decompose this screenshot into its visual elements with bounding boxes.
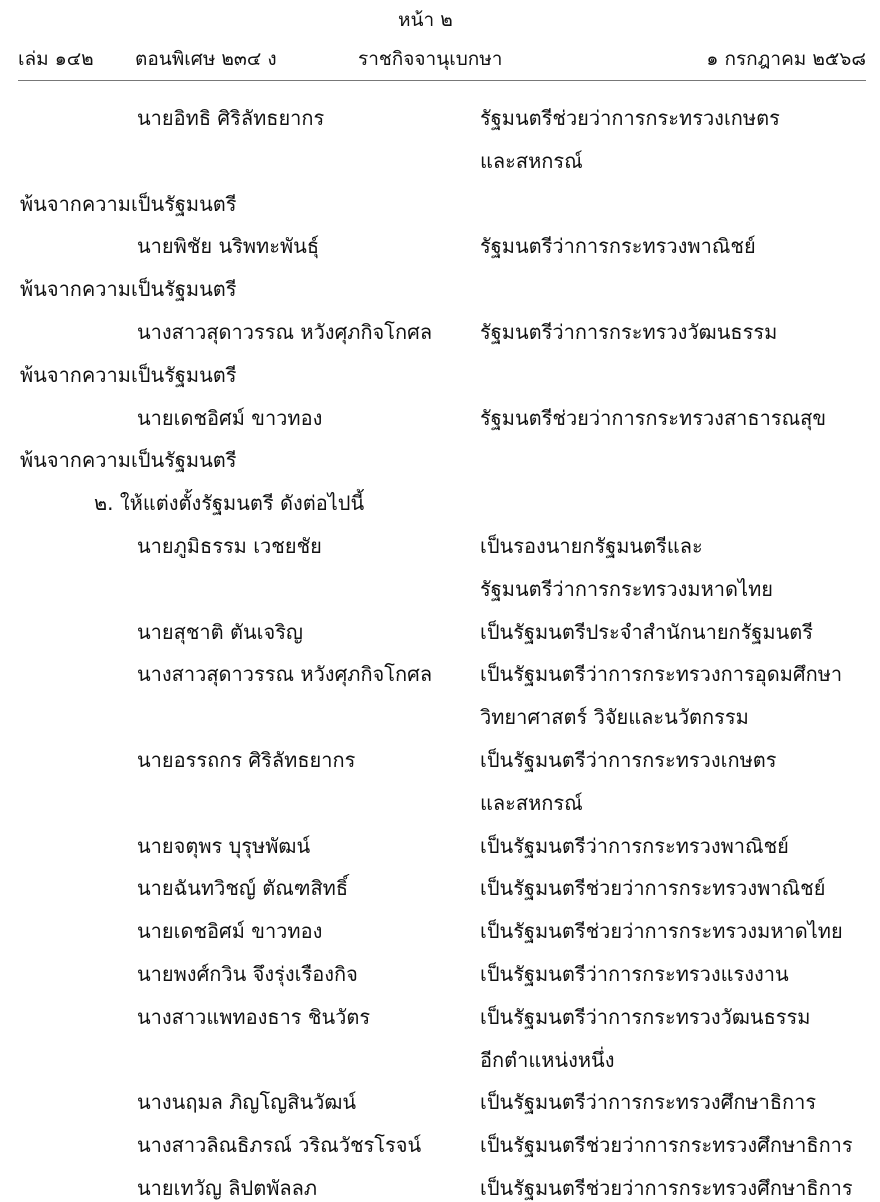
appointed-minister-position: อีกตำแหน่งหนึ่ง <box>480 1048 615 1072</box>
removed-minister-name: นางสาวสุดาวรรณ หวังศุภกิจโกศล <box>137 320 433 344</box>
volume-number: เล่ม ๑๔๒ <box>18 48 94 70</box>
removed-minister-name: นายพิชัย นริพทะพันธุ์ <box>137 234 320 258</box>
appointed-minister-position: เป็นรัฐมนตรีช่วยว่าการกระทรวงศึกษาธิการ <box>480 1176 853 1200</box>
appointed-minister-name: นางสาวสุดาวรรณ หวังศุภกิจโกศล <box>137 662 433 686</box>
appointed-minister-name: นายสุชาติ ตันเจริญ <box>137 620 303 644</box>
appointed-minister-name: นายอรรถกร ศิริลัทธยากร <box>137 748 356 772</box>
appointed-minister-name: นายเทวัญ ลิปตพัลลภ <box>137 1176 318 1200</box>
removal-note: พ้นจากความเป็นรัฐมนตรี <box>20 192 237 216</box>
appointed-minister-position: และสหกรณ์ <box>480 791 583 815</box>
page-number: หน้า ๒ <box>398 9 453 31</box>
appointed-minister-position: เป็นรัฐมนตรีว่าการกระทรวงแรงงาน <box>480 962 789 986</box>
appointed-minister-position: เป็นรัฐมนตรีว่าการกระทรวงพาณิชย์ <box>480 834 789 858</box>
appointed-minister-position: รัฐมนตรีว่าการกระทรวงมหาดไทย <box>480 577 773 601</box>
appointed-minister-position: เป็นรัฐมนตรีว่าการกระทรวงเกษตร <box>480 748 777 772</box>
removed-minister-position: และสหกรณ์ <box>480 149 583 173</box>
appointed-minister-position: เป็นรัฐมนตรีว่าการกระทรวงศึกษาธิการ <box>480 1090 817 1114</box>
publication-date: ๑ กรกฎาคม ๒๕๖๘ <box>706 48 866 70</box>
appointed-minister-position: เป็นรัฐมนตรีว่าการกระทรวงวัฒนธรรม <box>480 1005 811 1029</box>
appointed-minister-position: เป็นรองนายกรัฐมนตรีและ <box>480 534 703 558</box>
removed-minister-position: รัฐมนตรีว่าการกระทรวงพาณิชย์ <box>480 234 756 258</box>
removed-minister-position: รัฐมนตรีช่วยว่าการกระทรวงเกษตร <box>480 106 780 130</box>
appointed-minister-name: นายจตุพร บุรุษพัฒน์ <box>137 834 311 858</box>
removal-note: พ้นจากความเป็นรัฐมนตรี <box>20 448 237 472</box>
removed-minister-name: นายเดชอิศม์ ขาวทอง <box>137 406 323 430</box>
removed-minister-position: รัฐมนตรีว่าการกระทรวงวัฒนธรรม <box>480 320 778 344</box>
removal-note: พ้นจากความเป็นรัฐมนตรี <box>20 277 237 301</box>
header-divider <box>18 80 866 81</box>
section-number: ตอนพิเศษ ๒๓๔ ง <box>135 48 277 70</box>
appointed-minister-position: เป็นรัฐมนตรีว่าการกระทรวงการอุดมศึกษา <box>480 662 843 686</box>
appointed-minister-name: นางสาวแพทองธาร ชินวัตร <box>137 1005 371 1029</box>
appointed-minister-name: นายเดชอิศม์ ขาวทอง <box>137 919 323 943</box>
appointed-minister-name: นายพงศ์กวิน จึงรุ่งเรืองกิจ <box>137 962 358 986</box>
gazette-title: ราชกิจจานุเบกษา <box>358 48 503 70</box>
removed-minister-position: รัฐมนตรีช่วยว่าการกระทรวงสาธารณสุข <box>480 406 826 430</box>
appointed-minister-name: นางนฤมล ภิญโญสินวัฒน์ <box>137 1090 357 1114</box>
appointed-minister-position: เป็นรัฐมนตรีช่วยว่าการกระทรวงศึกษาธิการ <box>480 1133 853 1157</box>
appointment-section-heading: ๒. ให้แต่งตั้งรัฐมนตรี ดังต่อไปนี้ <box>94 491 365 515</box>
appointed-minister-name: นายภูมิธรรม เวชยชัย <box>137 534 322 558</box>
removal-note: พ้นจากความเป็นรัฐมนตรี <box>20 363 237 387</box>
appointed-minister-position: เป็นรัฐมนตรีช่วยว่าการกระทรวงพาณิชย์ <box>480 876 826 900</box>
appointed-minister-position: เป็นรัฐมนตรีช่วยว่าการกระทรวงมหาดไทย <box>480 919 843 943</box>
appointed-minister-name: นายฉันทวิชญ์ ตัณฑสิทธิ์ <box>137 876 349 900</box>
appointed-minister-name: นางสาวลิณธิภรณ์ วริณวัชรโรจน์ <box>137 1133 422 1157</box>
appointed-minister-position: วิทยาศาสตร์ วิจัยและนวัตกรรม <box>480 705 749 729</box>
removed-minister-name: นายอิทธิ ศิริลัทธยากร <box>137 106 325 130</box>
appointed-minister-position: เป็นรัฐมนตรีประจำสำนักนายกรัฐมนตรี <box>480 620 814 644</box>
